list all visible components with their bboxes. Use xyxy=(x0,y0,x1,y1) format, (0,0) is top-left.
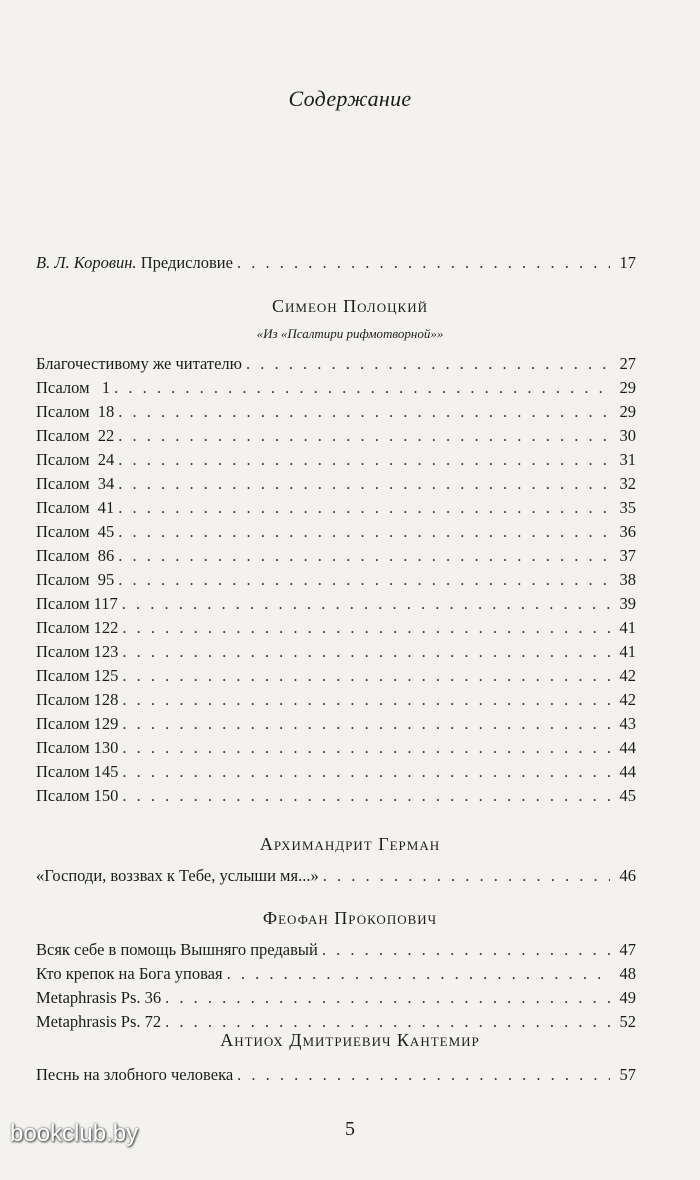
preface-label: Предисловие xyxy=(136,253,233,272)
toc-row: Псалом 123 . . . 41 xyxy=(36,641,636,663)
section-author: Архимандрит Герман xyxy=(259,834,441,854)
toc-row: Псалом 22 . . . 30 xyxy=(36,425,636,447)
toc-row: Псалом 45 . . . 36 xyxy=(36,521,636,543)
toc-row: Псалом 130 . . . 44 xyxy=(36,737,636,759)
page-number: 5 xyxy=(345,1118,355,1140)
preface-author: В. Л. Коровин. xyxy=(36,253,137,272)
page-ref: 17 xyxy=(619,253,636,272)
toc-row: Песнь на злобного человека . . . 57 xyxy=(36,1064,636,1086)
toc-row: Псалом 117 . . . 39 xyxy=(36,593,636,615)
toc-row: «Господи, воззвах к Тебе, услыши мя...» . . . 46 xyxy=(36,865,636,887)
toc-row: Metaphrasis Ps. 72 . . . 52 xyxy=(36,1011,636,1033)
toc-row: Псалом 129 . . . 43 xyxy=(36,713,636,735)
toc-row: Metaphrasis Ps. 36 . . . 49 xyxy=(36,987,636,1009)
toc-row: Псалом 86 . . . 37 xyxy=(36,545,636,567)
toc-row: Псалом 150 . . . 45 xyxy=(36,785,636,807)
section-author: Симеон Полоцкий xyxy=(272,296,428,316)
toc-row: Псалом 1 . . . 29 xyxy=(36,377,636,399)
section-subtitle: «Из «Псалтири рифмотворной»» xyxy=(256,326,444,341)
toc-row: Псалом 128 . . . 42 xyxy=(36,689,636,711)
toc-row: Псалом 18 . . . 29 xyxy=(36,401,636,423)
toc-row: Всяк себе в помощь Вышняго предавый . . . 47 xyxy=(36,939,636,961)
toc-row: Псалом 34 . . . 32 xyxy=(36,473,636,495)
toc-row: Псалом 24 . . . 31 xyxy=(36,449,636,471)
toc-row: Псалом 41 . . . 35 xyxy=(36,497,636,519)
toc-row: Псалом 122 . . . 41 xyxy=(36,617,636,639)
toc-row: Псалом 125 . . . 42 xyxy=(36,665,636,687)
section-author: Феофан Прокопович xyxy=(262,908,438,928)
toc-row: Псалом 145 . . . 44 xyxy=(36,761,636,783)
watermark-text: bookclub.by xyxy=(10,1120,139,1147)
page-title: Содержание xyxy=(288,86,412,111)
section-author: Антиох Дмитриевич Кантемир xyxy=(220,1030,480,1050)
leader-dots xyxy=(237,252,610,274)
toc-row: Псалом 95 . . . 38 xyxy=(36,569,636,591)
toc-row-preface xyxy=(36,252,636,274)
toc-row: Кто крепок на Бога уповая . . . 48 xyxy=(36,963,636,985)
toc-row: Благочестивому же читателю . . . 27 xyxy=(36,353,636,375)
